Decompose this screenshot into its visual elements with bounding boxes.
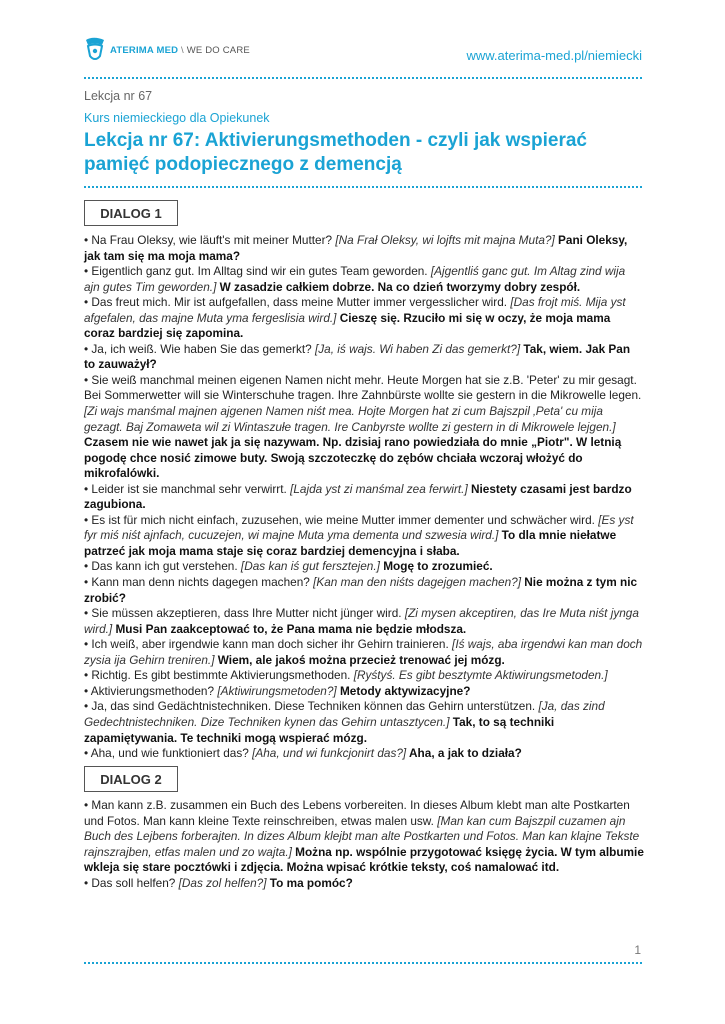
polish-text: To dla mnie niełatwe patrzeć jak moja mama staje się coraz bardziej demencyjna i słaba. [84, 528, 617, 558]
polish-text: Tak, to są techniki zapamiętywania. Te techniki mogą wspierać mózg. [84, 714, 555, 745]
logo-tagline: WE DO CARE [186, 44, 250, 56]
german-text: • Ja, das sind Gedächtnistechniken. Diese Techniken können das Gehirn unterstützen. [84, 699, 539, 714]
dialog-line [84, 233, 644, 264]
german-text: • Ja, ich weiß. Wie haben Sie das gemerkt? [84, 341, 315, 356]
polish-text: Metody aktywizacyjne? [336, 683, 471, 698]
title-divider [84, 186, 642, 188]
phonetic-text: [Na Frał Oleksy, wi lojfts mit majna Muta?] [335, 233, 555, 247]
polish-text: Wiem, ale jakoś można przecież trenować jej mózg. [214, 652, 505, 667]
phonetic-text: [Das frojt miś. Mija yst afgefalen, das majne Muta yma fergeslisia wird.] [84, 295, 626, 325]
page-header [84, 30, 642, 70]
polish-text: Czasem nie wie nawet jak ja się nazywam. Np. dzisiaj rano powiedziała do mnie „Piotr". W letnią pogodę chce nosić zimowe buty. Swoją szczoteczkę do zębów chciała wczoraj włożyć do mikrofalówki. [84, 435, 622, 481]
german-text: • Das kann ich gut verstehen. [84, 559, 241, 574]
dialog-line [84, 575, 644, 606]
german-text: • Aktivierungsmethoden? [84, 683, 218, 698]
phonetic-text: [Iś wajs, aba irgendwi kan man doch zysia ija Gehirn treniren.] [84, 637, 643, 667]
logo-wordmark [110, 45, 250, 56]
dialog-line [84, 637, 644, 668]
dialog-line [84, 684, 644, 700]
dialog-line [84, 373, 644, 482]
phonetic-text: [Aha, und wi funkcjonirt das?] [252, 746, 407, 761]
dialog-line [84, 295, 644, 342]
german-text: • Das soll helfen? [84, 875, 179, 890]
german-text: • Richtig. Es gibt bestimmte Aktivierungsmethoden. [84, 668, 354, 683]
lesson-number-label: Lekcja nr 67 [84, 89, 153, 103]
dialog-2-text [84, 798, 644, 891]
logo-separator: \ [181, 44, 184, 56]
phonetic-text: [Es yst fyr miś niśt ajnfach, cucuzejen, wi majne Muta yma dementa und szwesia wird.] [84, 512, 634, 543]
phonetic-text: [Man kan cum Bajszpil cuzamen ajn Buch des Lejbens forberajten. In dizes Album klejbt man alte Postkarten und Fotos. Man kan klajne Tekste rajnszrajben, etfas malen und zo wajta.] [84, 813, 640, 859]
header-divider [84, 77, 642, 79]
polish-text: W zasadzie całkiem dobrze. Na co dzień tworzymy dobry zespół. [216, 279, 581, 294]
polish-text: Pani Oleksy, jak tam się ma moja mama? [84, 233, 628, 263]
course-name: Kurs niemieckiego dla Opiekunek [84, 111, 270, 125]
polish-text: Cieszę się. Rzuciło mi się w oczy, że moja mama coraz bardziej się zapomina. [84, 310, 611, 341]
phonetic-text: [Zi wajs manśmal majnen ajgenen Namen niśt mea. Hojte Morgen hat zi cum Bajszpil ‚Peta' cu mija gezagt. Baj Zomaweta wil zi Wintaszułe tragen. Ire Canbyrste wollte zi gestern in di Mikrowele lejgen.] [84, 404, 616, 434]
polish-text: Niestety czasami jest bardzo zagubiona. [84, 481, 632, 512]
footer-divider [84, 962, 642, 964]
page-number: 1 [634, 943, 641, 957]
phonetic-text: [Ryśtyś. Es gibt besztymte Aktiwirungsmetoden.] [353, 668, 608, 683]
logo-brand: ATERIMA MED [110, 44, 179, 56]
dialog-line [84, 559, 644, 575]
german-text: • Kann man denn nichts dagegen machen? [84, 575, 314, 590]
dialog-line [84, 699, 644, 746]
polish-text: Aha, a jak to działa? [406, 746, 522, 761]
dialog-1-heading: DIALOG 1 [84, 200, 178, 226]
phonetic-text: [Das zol helfen?] [178, 875, 267, 890]
dialog-line [84, 668, 644, 684]
polish-text: To ma pomóc? [266, 875, 353, 890]
polish-text: Mogę to zrozumieć. [379, 559, 493, 574]
phonetic-text: [Lajda yst zi manśmal zea ferwirt.] [290, 481, 468, 496]
dialog-line [84, 746, 644, 762]
dialog-line [84, 264, 644, 295]
phonetic-text: [Das kan iś gut fersztejen.] [240, 559, 380, 574]
aterima-logo[interactable] [84, 30, 250, 70]
polish-text: Można np. wspólnie przygotować księgę życia. W tym albumie wkleja się stare pocztówki i zdjęcia. Można wpisać krótkie teksty, coś namalować itd. [84, 844, 644, 875]
dialog-line [84, 876, 644, 892]
dialog-line [84, 342, 644, 373]
german-text: • Ich weiß, aber irgendwie kann man doch sicher ihr Gehirn trainieren. [84, 637, 453, 652]
phonetic-text: [Aktiwirungsmetoden?] [217, 683, 337, 698]
page-title: Lekcja nr 67: Aktivierungsmethoden - czyli jak wspierać pamięć podopiecznego z demencją [84, 130, 587, 175]
german-text: • Eigentlich ganz gut. Im Alltag sind wir ein gutes Team geworden. [84, 264, 431, 279]
dialog-2-heading: DIALOG 2 [84, 766, 178, 792]
dialog-line [84, 798, 644, 876]
german-text: • Das freut mich. Mir ist aufgefallen, dass meine Mutter immer vergesslicher wird. [84, 295, 511, 310]
site-url-link[interactable]: www.aterima-med.pl/niemiecki [466, 48, 642, 63]
german-text: • Na Frau Oleksy, wie läuft's mit meiner Mutter? [84, 233, 336, 247]
phonetic-text: [Kan man den niśts dagejgen machen?] [313, 575, 521, 590]
polish-text: Nie można z tym nic zrobić? [84, 575, 638, 605]
dialog-line [84, 513, 644, 560]
german-text: • Leider ist sie manchmal sehr verwirrt. [84, 481, 291, 496]
phonetic-text: [Ja, das zind Gedechtnistechniken. Dize Techniken kynen das Gehirn untasztycen.] [84, 699, 605, 729]
polish-text: Musi Pan zaakceptować to, że Pana mama nie będzie młodsza. [112, 621, 467, 636]
phonetic-text: [Ajgentliś ganc gut. Im Altag zind wija ajn gutes Tim geworden.] [84, 264, 626, 294]
phonetic-text: [Zi mysen akceptiren, das Ire Muta niśt jynga wird.] [84, 606, 639, 636]
german-text: • Sie weiß manchmal meinen eigenen Namen nicht mehr. Heute Morgen hat sie z.B. 'Peter' zu mir gesagt. Bei Sommerwetter will sie Winterschuhe tragen. Ihre Zahnbürste wollte sie gestern in die Mikrowelle legen. [84, 372, 642, 403]
german-text: • Sie müssen akzeptieren, dass Ihre Mutter nicht jünger wird. [84, 606, 405, 621]
polish-text: Tak, wiem. Jak Pan to zauważył? [84, 341, 631, 372]
german-text: • Aha, und wie funktioniert das? [84, 746, 253, 761]
phonetic-text: [Ja, iś wajs. Wi haben Zi das gemerkt?] [315, 341, 521, 356]
dialog-line [84, 606, 644, 637]
german-text: • Es ist für mich nicht einfach, zuzusehen, wie meine Mutter immer dementer und schwächer wird. [84, 512, 599, 527]
german-text: • Man kann z.B. zusammen ein Buch des Lebens vorbereiten. In dieses Album klebt man alte Postkarten und Fotos. Man kann kleine Texte reinschreiben, etwas malen usw. [84, 798, 630, 828]
logo-icon [84, 36, 106, 64]
dialog-line [84, 482, 644, 513]
dialog-1-text [84, 233, 644, 762]
